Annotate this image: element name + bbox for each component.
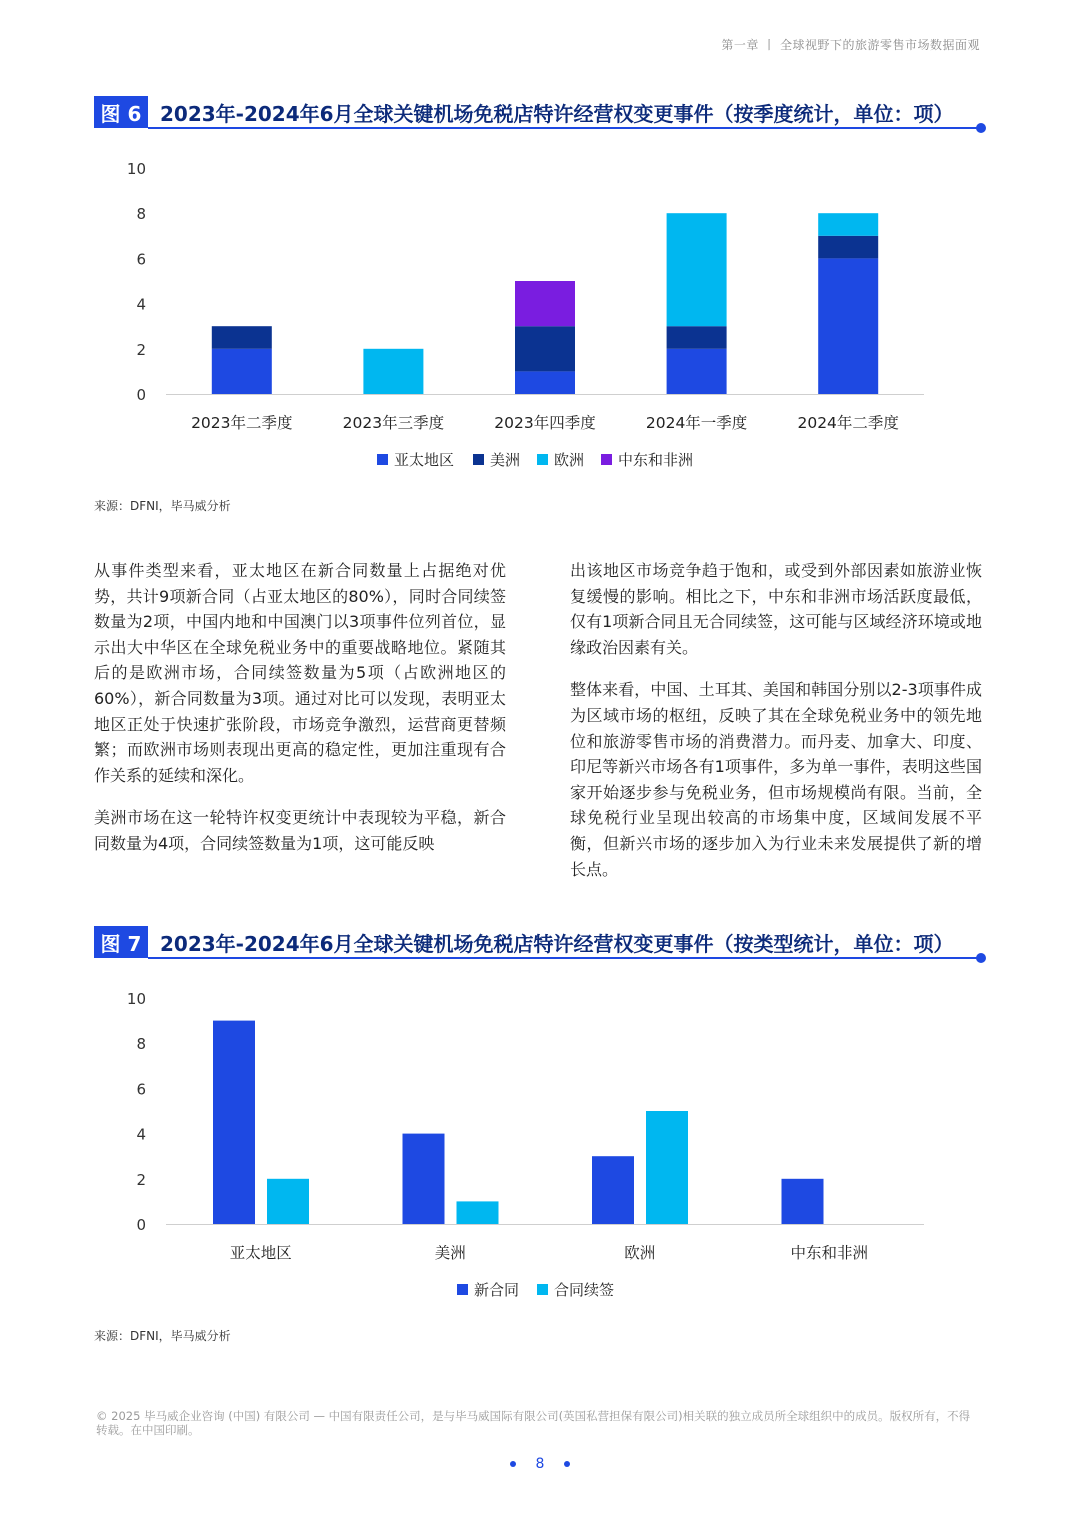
legend-swatch bbox=[537, 454, 548, 465]
legend-label: 欧洲 bbox=[554, 451, 585, 469]
figure7-title-rule bbox=[148, 957, 978, 959]
copyright-footer: © 2025 毕马威企业咨询 (中国) 有限公司 — 中国有限责任公司，是与毕马威国际有限公司(英国私营担保有限公司)相关联的独立成员所全球组织中的成员。版权所有，不得转载。在中国印刷。 bbox=[96, 1409, 971, 1437]
bar-segment bbox=[818, 236, 878, 259]
y-tick-label: 6 bbox=[136, 250, 146, 269]
bar bbox=[403, 1134, 445, 1224]
bar bbox=[592, 1156, 634, 1224]
bar-segment bbox=[515, 281, 575, 326]
x-category-label: 2023年三季度 bbox=[342, 414, 445, 432]
bar-segment bbox=[667, 349, 727, 394]
page-number bbox=[0, 1456, 1080, 1472]
y-tick-label: 8 bbox=[136, 1035, 146, 1054]
figure7-title-bar bbox=[94, 926, 986, 960]
bar-segment bbox=[212, 326, 272, 349]
x-category-label: 美洲 bbox=[434, 1244, 466, 1262]
left-text-column bbox=[94, 558, 506, 874]
y-tick-label: 6 bbox=[136, 1080, 146, 1099]
x-category-label: 亚太地区 bbox=[229, 1244, 292, 1262]
figure7-badge: 图 7 bbox=[94, 926, 148, 958]
bar-segment bbox=[667, 326, 727, 349]
x-category-label: 欧洲 bbox=[624, 1244, 656, 1262]
figure7-chart bbox=[94, 980, 984, 1320]
legend-label: 新合同 bbox=[474, 1281, 520, 1299]
page-dot-right bbox=[564, 1461, 570, 1467]
bar-segment bbox=[515, 371, 575, 394]
paragraph: 从事件类型来看，亚太地区在新合同数量上占据绝对优势，共计9项新合同（占亚太地区的80%），同时合同续签数量为2项，中国内地和中国澳门以3项事件位列首位，显示出大中华区在全球免税业务中的重要战略地位。紧随其后的是欧洲市场，合同续签数量为5项（占欧洲地区的60%），新合同数量为3项。通过对比可以发现，表明亚太地区正处于快速扩张阶段，市场竞争激烈，运营商更替频繁；而欧洲市场则表现出更高的稳定性，更加注重现有合作关系的延续和深化。 bbox=[94, 561, 506, 785]
page-number-text: 8 bbox=[535, 1456, 545, 1472]
bar-segment bbox=[212, 349, 272, 394]
legend-swatch bbox=[457, 1284, 468, 1295]
y-tick-label: 0 bbox=[136, 386, 146, 404]
x-category-label: 2024年二季度 bbox=[797, 414, 899, 432]
y-tick-label: 10 bbox=[126, 160, 146, 178]
legend-swatch bbox=[601, 454, 612, 465]
figure7-title-dot bbox=[976, 953, 986, 963]
figure7-source: 来源：DFNI，毕马威分析 bbox=[94, 1329, 231, 1343]
x-category-label: 中东和非洲 bbox=[790, 1244, 869, 1262]
y-tick-label: 0 bbox=[136, 1216, 146, 1234]
y-tick-label: 4 bbox=[136, 1125, 146, 1144]
y-tick-label: 2 bbox=[136, 1170, 146, 1189]
bar-segment bbox=[818, 213, 878, 236]
legend-label: 美洲 bbox=[490, 451, 521, 469]
legend-label: 合同续签 bbox=[554, 1281, 615, 1299]
x-category-label: 2023年二季度 bbox=[191, 414, 293, 432]
bar bbox=[646, 1111, 688, 1224]
paragraph: 美洲市场在这一轮特许权变更统计中表现较为平稳，新合同数量为4项，合同续签数量为1项，这可能反映 bbox=[94, 808, 506, 853]
figure6-title-dot bbox=[976, 123, 986, 133]
chapter-header: 第一章 丨 全球视野下的旅游零售市场数据面观 bbox=[721, 38, 980, 52]
paragraph: 整体来看，中国、土耳其、美国和韩国分别以2-3项事件成为区域市场的枢纽，反映了其在全球免税业务中的领先地位和旅游零售市场的消费潜力。而丹麦、加拿大、印度、印尼等新兴市场各有1项事件，多为单一事件，表明这些国家开始逐步参与免税业务，但市场规模尚有限。当前，全球免税行业呈现出较高的市场集中度，区域间发展不平衡，但新兴市场的逐步加入为行业未来发展提供了新的增长点。 bbox=[570, 680, 982, 879]
figure6-title: 2023年-2024年6月全球关键机场免税店特许经营权变更事件（按季度统计，单位：项） bbox=[160, 102, 954, 126]
legend bbox=[377, 451, 693, 469]
legend-swatch bbox=[473, 454, 484, 465]
legend-label: 中东和非洲 bbox=[618, 451, 694, 469]
figure6-title-bar bbox=[94, 96, 986, 130]
bar-segment bbox=[667, 213, 727, 326]
legend bbox=[457, 1281, 614, 1299]
figure6-source: 来源：DFNI，毕马威分析 bbox=[94, 499, 231, 513]
y-tick-label: 2 bbox=[136, 340, 146, 359]
bar-segment bbox=[515, 326, 575, 371]
figure6-chart bbox=[94, 150, 984, 490]
bar-segment bbox=[363, 349, 423, 394]
legend-label: 亚太地区 bbox=[394, 451, 455, 469]
figure6-badge: 图 6 bbox=[94, 96, 148, 128]
y-tick-label: 10 bbox=[126, 990, 146, 1008]
page-dot-left bbox=[510, 1461, 516, 1467]
bar-segment bbox=[818, 258, 878, 394]
legend-swatch bbox=[377, 454, 388, 465]
figure7-title: 2023年-2024年6月全球关键机场免税店特许经营权变更事件（按类型统计，单位：项） bbox=[160, 932, 954, 956]
bar bbox=[782, 1179, 824, 1224]
y-tick-label: 4 bbox=[136, 295, 146, 314]
figure6-title-rule bbox=[148, 127, 978, 129]
y-tick-label: 8 bbox=[136, 205, 146, 224]
bar bbox=[213, 1021, 255, 1224]
x-category-label: 2023年四季度 bbox=[494, 414, 596, 432]
bar bbox=[267, 1179, 309, 1224]
bar bbox=[457, 1201, 499, 1224]
x-category-label: 2024年一季度 bbox=[645, 414, 748, 432]
paragraph: 出该地区市场竞争趋于饱和，或受到外部因素如旅游业恢复缓慢的影响。相比之下，中东和非洲市场活跃度最低，仅有1项新合同且无合同续签，这可能与区域经济环境或地缘政治因素有关。 bbox=[570, 561, 982, 657]
right-text-column bbox=[570, 558, 982, 899]
legend-swatch bbox=[537, 1284, 548, 1295]
